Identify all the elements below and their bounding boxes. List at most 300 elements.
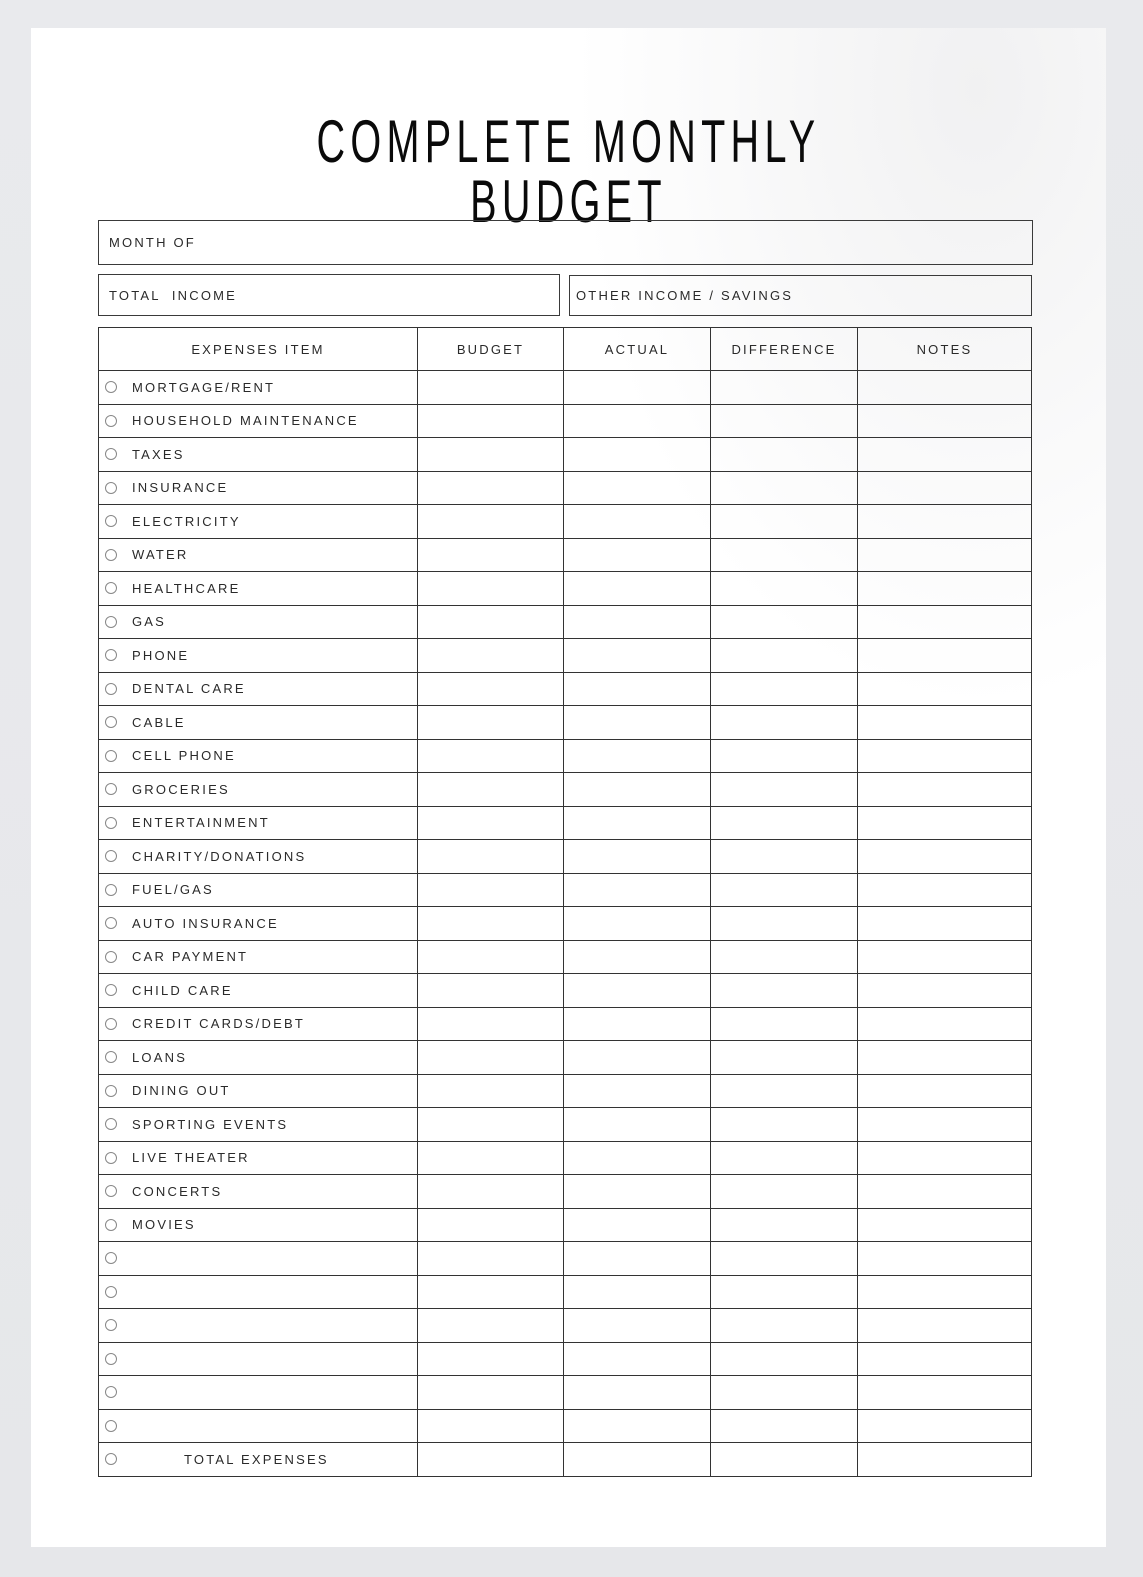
checkbox-circle-icon[interactable] xyxy=(105,1118,117,1130)
expense-item xyxy=(99,1343,417,1376)
difference-cell[interactable] xyxy=(711,1443,858,1477)
total-expenses-label: TOTAL EXPENSES xyxy=(184,1451,329,1467)
notes-cell[interactable] xyxy=(858,639,1032,673)
expense-item-label: GAS xyxy=(132,614,167,630)
expense-item-label: LOANS xyxy=(132,1049,188,1065)
expense-item-cell xyxy=(99,706,418,740)
actual-cell[interactable] xyxy=(564,404,711,438)
table-row xyxy=(99,1108,1032,1142)
header-actual: ACTUAL xyxy=(564,328,711,371)
notes-cell[interactable] xyxy=(858,572,1032,606)
expense-item-label: ENTERTAINMENT xyxy=(132,815,270,831)
budget-cell[interactable] xyxy=(418,806,564,840)
expense-item xyxy=(99,1108,417,1141)
budget-cell[interactable] xyxy=(418,1242,564,1276)
expense-item xyxy=(99,405,417,438)
actual-cell[interactable] xyxy=(564,1074,711,1108)
checkbox-circle-icon[interactable] xyxy=(105,1252,117,1264)
notes-cell[interactable] xyxy=(858,538,1032,572)
expense-item xyxy=(99,606,417,639)
difference-cell[interactable] xyxy=(711,1309,858,1343)
checkbox-circle-icon[interactable] xyxy=(105,549,117,561)
actual-cell[interactable] xyxy=(564,739,711,773)
notes-cell[interactable] xyxy=(858,1108,1032,1142)
budget-cell[interactable] xyxy=(418,438,564,472)
budget-cell[interactable] xyxy=(418,1175,564,1209)
checkbox-circle-icon[interactable] xyxy=(105,1018,117,1030)
expense-item-cell xyxy=(99,1041,418,1075)
checkbox-circle-icon[interactable] xyxy=(105,783,117,795)
expenses-table xyxy=(98,327,1032,1477)
expense-item xyxy=(99,1142,417,1175)
checkbox-circle-icon[interactable] xyxy=(105,448,117,460)
notes-cell[interactable] xyxy=(858,1074,1032,1108)
expense-item xyxy=(99,807,417,840)
difference-cell[interactable] xyxy=(711,471,858,505)
header-difference: DIFFERENCE xyxy=(711,328,858,371)
budget-cell[interactable] xyxy=(418,1141,564,1175)
budget-cell[interactable] xyxy=(418,404,564,438)
notes-cell[interactable] xyxy=(858,840,1032,874)
difference-cell[interactable] xyxy=(711,639,858,673)
difference-cell[interactable] xyxy=(711,404,858,438)
expense-item-label: CABLE xyxy=(132,714,186,730)
expense-item-cell xyxy=(99,404,418,438)
table-row xyxy=(99,1007,1032,1041)
difference-cell[interactable] xyxy=(711,371,858,405)
expense-item-cell xyxy=(99,1309,418,1343)
expense-item-cell xyxy=(99,1342,418,1376)
notes-cell[interactable] xyxy=(858,1208,1032,1242)
actual-cell[interactable] xyxy=(564,840,711,874)
difference-cell[interactable] xyxy=(711,840,858,874)
expense-item xyxy=(99,1376,417,1409)
checkbox-circle-icon[interactable] xyxy=(105,381,117,393)
checkbox-circle-icon[interactable] xyxy=(105,616,117,628)
budget-cell[interactable] xyxy=(418,907,564,941)
actual-cell[interactable] xyxy=(564,1242,711,1276)
checkbox-circle-icon[interactable] xyxy=(105,1185,117,1197)
budget-cell[interactable] xyxy=(418,840,564,874)
notes-cell[interactable] xyxy=(858,706,1032,740)
expense-item xyxy=(99,874,417,907)
checkbox-circle-icon[interactable] xyxy=(105,1085,117,1097)
budget-cell[interactable] xyxy=(418,672,564,706)
difference-cell[interactable] xyxy=(711,1141,858,1175)
notes-cell[interactable] xyxy=(858,940,1032,974)
table-row xyxy=(99,706,1032,740)
expense-item xyxy=(99,1410,417,1443)
expense-item-cell xyxy=(99,1208,418,1242)
notes-cell[interactable] xyxy=(858,1443,1032,1477)
actual-cell[interactable] xyxy=(564,1007,711,1041)
notes-cell[interactable] xyxy=(858,1175,1032,1209)
actual-cell[interactable] xyxy=(564,471,711,505)
expense-item-cell xyxy=(99,1242,418,1276)
checkbox-circle-icon[interactable] xyxy=(105,1353,117,1365)
expense-item xyxy=(99,1242,417,1275)
expense-item-label: ELECTRICITY xyxy=(132,513,241,529)
expense-item-label: MOVIES xyxy=(132,1217,196,1233)
actual-cell[interactable] xyxy=(564,873,711,907)
actual-cell[interactable] xyxy=(564,1376,711,1410)
difference-cell[interactable] xyxy=(711,672,858,706)
expense-item-cell xyxy=(99,471,418,505)
budget-cell[interactable] xyxy=(418,1376,564,1410)
actual-cell[interactable] xyxy=(564,371,711,405)
expense-item xyxy=(99,907,417,940)
actual-cell[interactable] xyxy=(564,1275,711,1309)
difference-cell[interactable] xyxy=(711,438,858,472)
difference-cell[interactable] xyxy=(711,1007,858,1041)
expense-item-cell xyxy=(99,907,418,941)
notes-cell[interactable] xyxy=(858,605,1032,639)
expense-item-cell xyxy=(99,605,418,639)
actual-cell[interactable] xyxy=(564,1175,711,1209)
difference-cell[interactable] xyxy=(711,1242,858,1276)
expense-item-cell xyxy=(99,940,418,974)
budget-cell[interactable] xyxy=(418,1041,564,1075)
budget-cell[interactable] xyxy=(418,974,564,1008)
month-of-field[interactable] xyxy=(98,220,1033,265)
table-row xyxy=(99,1175,1032,1209)
budget-cell[interactable] xyxy=(418,1275,564,1309)
budget-cell[interactable] xyxy=(418,639,564,673)
difference-cell[interactable] xyxy=(711,538,858,572)
table-row xyxy=(99,873,1032,907)
expense-item-label: GROCERIES xyxy=(132,781,230,797)
expense-item-cell xyxy=(99,1108,418,1142)
checkbox-circle-icon[interactable] xyxy=(105,750,117,762)
checkbox-circle-icon[interactable] xyxy=(105,951,117,963)
notes-cell[interactable] xyxy=(858,1242,1032,1276)
table-row xyxy=(99,538,1032,572)
header-budget: BUDGET xyxy=(418,328,564,371)
notes-cell[interactable] xyxy=(858,907,1032,941)
table-row xyxy=(99,1275,1032,1309)
table-row xyxy=(99,605,1032,639)
expense-item-label: PHONE xyxy=(132,647,190,663)
expense-item-label: TAXES xyxy=(132,446,185,462)
checkbox-circle-icon[interactable] xyxy=(105,1051,117,1063)
expense-item-label: DINING OUT xyxy=(132,1083,231,1099)
budget-cell[interactable] xyxy=(418,1108,564,1142)
expense-item xyxy=(99,438,417,471)
budget-cell[interactable] xyxy=(418,1342,564,1376)
total-income-field[interactable] xyxy=(98,274,560,316)
budget-cell[interactable] xyxy=(418,739,564,773)
table-row xyxy=(99,438,1032,472)
notes-cell[interactable] xyxy=(858,1141,1032,1175)
checkbox-circle-icon[interactable] xyxy=(105,1386,117,1398)
expense-item-label: CELL PHONE xyxy=(132,748,236,764)
table-row xyxy=(99,1376,1032,1410)
expense-item-cell xyxy=(99,1275,418,1309)
table-row xyxy=(99,505,1032,539)
header-expenses-item: EXPENSES ITEM xyxy=(99,328,418,371)
notes-cell[interactable] xyxy=(858,1309,1032,1343)
expense-item xyxy=(99,773,417,806)
difference-cell[interactable] xyxy=(711,940,858,974)
total-income-label: TOTAL INCOME xyxy=(109,287,238,303)
budget-cell[interactable] xyxy=(418,505,564,539)
expense-item-cell xyxy=(99,572,418,606)
budget-cell[interactable] xyxy=(418,1074,564,1108)
table-row xyxy=(99,639,1032,673)
table-row xyxy=(99,974,1032,1008)
expense-item-cell xyxy=(99,371,418,405)
checkbox-circle-icon[interactable] xyxy=(105,1152,117,1164)
difference-cell[interactable] xyxy=(711,1208,858,1242)
total-expenses-cell xyxy=(99,1443,418,1477)
actual-cell[interactable] xyxy=(564,1141,711,1175)
budget-cell[interactable] xyxy=(418,940,564,974)
expense-item xyxy=(99,371,417,404)
difference-cell[interactable] xyxy=(711,1342,858,1376)
actual-cell[interactable] xyxy=(564,907,711,941)
expense-item-cell xyxy=(99,672,418,706)
table-row xyxy=(99,672,1032,706)
difference-cell[interactable] xyxy=(711,1376,858,1410)
notes-cell[interactable] xyxy=(858,1376,1032,1410)
notes-cell[interactable] xyxy=(858,1342,1032,1376)
notes-cell[interactable] xyxy=(858,773,1032,807)
actual-cell[interactable] xyxy=(564,773,711,807)
table-row xyxy=(99,404,1032,438)
expense-item-cell xyxy=(99,505,418,539)
expense-item-cell xyxy=(99,1175,418,1209)
expense-item-label: INSURANCE xyxy=(132,480,229,496)
budget-cell[interactable] xyxy=(418,605,564,639)
table-row xyxy=(99,371,1032,405)
table-row xyxy=(99,773,1032,807)
expense-item-cell xyxy=(99,739,418,773)
expense-item-label: FUEL/GAS xyxy=(132,882,214,898)
actual-cell[interactable] xyxy=(564,1041,711,1075)
expense-item-cell xyxy=(99,639,418,673)
notes-cell[interactable] xyxy=(858,1275,1032,1309)
expense-item xyxy=(99,840,417,873)
table-row xyxy=(99,940,1032,974)
actual-cell[interactable] xyxy=(564,572,711,606)
table-header-row xyxy=(99,328,1032,371)
actual-cell[interactable] xyxy=(564,706,711,740)
month-of-label: MONTH OF xyxy=(109,235,196,250)
notes-cell[interactable] xyxy=(858,806,1032,840)
budget-cell[interactable] xyxy=(418,1007,564,1041)
expense-item-label: CREDIT CARDS/DEBT xyxy=(132,1016,305,1032)
budget-cell[interactable] xyxy=(418,538,564,572)
table-row xyxy=(99,1141,1032,1175)
checkbox-circle-icon[interactable] xyxy=(105,482,117,494)
table-row xyxy=(99,907,1032,941)
budget-cell[interactable] xyxy=(418,873,564,907)
expense-item xyxy=(99,1309,417,1342)
actual-cell[interactable] xyxy=(564,940,711,974)
expense-item xyxy=(99,673,417,706)
checkbox-circle-icon[interactable] xyxy=(105,716,117,728)
expense-item-label: DENTAL CARE xyxy=(132,681,246,697)
difference-cell[interactable] xyxy=(711,1108,858,1142)
difference-cell[interactable] xyxy=(711,873,858,907)
notes-cell[interactable] xyxy=(858,1041,1032,1075)
expense-item-cell xyxy=(99,1074,418,1108)
expense-item xyxy=(99,1008,417,1041)
checkbox-circle-icon[interactable] xyxy=(105,984,117,996)
notes-cell[interactable] xyxy=(858,438,1032,472)
expense-item xyxy=(99,505,417,538)
budget-cell[interactable] xyxy=(418,1309,564,1343)
actual-cell[interactable] xyxy=(564,639,711,673)
actual-cell[interactable] xyxy=(564,1108,711,1142)
difference-cell[interactable] xyxy=(711,974,858,1008)
table-row xyxy=(99,1208,1032,1242)
difference-cell[interactable] xyxy=(711,739,858,773)
page-title: COMPLETE MONTHLY BUDGET xyxy=(316,108,821,235)
difference-cell[interactable] xyxy=(711,572,858,606)
difference-cell[interactable] xyxy=(711,806,858,840)
table-row xyxy=(99,1074,1032,1108)
other-income-field[interactable] xyxy=(569,275,1032,316)
header-notes: NOTES xyxy=(858,328,1032,371)
notes-cell[interactable] xyxy=(858,471,1032,505)
expense-item-cell xyxy=(99,1376,418,1410)
actual-cell[interactable] xyxy=(564,538,711,572)
budget-cell[interactable] xyxy=(418,1208,564,1242)
expense-item-label: CHARITY/DONATIONS xyxy=(132,848,307,864)
checkbox-circle-icon[interactable] xyxy=(105,649,117,661)
expense-item-cell xyxy=(99,974,418,1008)
budget-cell[interactable] xyxy=(418,773,564,807)
expense-item-cell xyxy=(99,806,418,840)
expense-item-label: LIVE THEATER xyxy=(132,1150,250,1166)
table-row xyxy=(99,1342,1032,1376)
checkbox-circle-icon[interactable] xyxy=(105,917,117,929)
actual-cell[interactable] xyxy=(564,1208,711,1242)
notes-cell[interactable] xyxy=(858,1409,1032,1443)
checkbox-circle-icon[interactable] xyxy=(105,817,117,829)
expense-item xyxy=(99,639,417,672)
expense-item xyxy=(99,706,417,739)
expense-item-label: SPORTING EVENTS xyxy=(132,1116,289,1132)
difference-cell[interactable] xyxy=(711,1409,858,1443)
difference-cell[interactable] xyxy=(711,1041,858,1075)
expense-item-label: AUTO INSURANCE xyxy=(132,915,279,931)
actual-cell[interactable] xyxy=(564,806,711,840)
expense-item-cell xyxy=(99,438,418,472)
checkbox-circle-icon[interactable] xyxy=(105,850,117,862)
difference-cell[interactable] xyxy=(711,706,858,740)
expense-item-cell xyxy=(99,1409,418,1443)
actual-cell[interactable] xyxy=(564,1443,711,1477)
expense-item xyxy=(99,941,417,974)
expense-item xyxy=(99,1075,417,1108)
checkbox-circle-icon[interactable] xyxy=(105,415,117,427)
table-row xyxy=(99,1041,1032,1075)
expense-item xyxy=(99,974,417,1007)
expense-item xyxy=(99,1209,417,1242)
notes-cell[interactable] xyxy=(858,1007,1032,1041)
notes-cell[interactable] xyxy=(858,404,1032,438)
expense-item xyxy=(99,539,417,572)
budget-cell[interactable] xyxy=(418,572,564,606)
budget-cell[interactable] xyxy=(418,1443,564,1477)
checkbox-circle-icon[interactable] xyxy=(105,683,117,695)
expense-item-label: CONCERTS xyxy=(132,1183,223,1199)
actual-cell[interactable] xyxy=(564,605,711,639)
budget-cell[interactable] xyxy=(418,371,564,405)
table-row xyxy=(99,572,1032,606)
expense-item-cell xyxy=(99,1007,418,1041)
total-expenses-row xyxy=(99,1443,1032,1477)
actual-cell[interactable] xyxy=(564,1309,711,1343)
difference-cell[interactable] xyxy=(711,773,858,807)
table-row xyxy=(99,840,1032,874)
difference-cell[interactable] xyxy=(711,907,858,941)
expense-item xyxy=(99,572,417,605)
checkbox-circle-icon[interactable] xyxy=(105,1286,117,1298)
budget-cell[interactable] xyxy=(418,1409,564,1443)
actual-cell[interactable] xyxy=(564,974,711,1008)
checkbox-circle-icon[interactable] xyxy=(105,884,117,896)
other-income-label: OTHER INCOME / SAVINGS xyxy=(576,288,794,303)
table-row xyxy=(99,1309,1032,1343)
checkbox-circle-icon[interactable] xyxy=(105,1219,117,1231)
table-row xyxy=(99,739,1032,773)
notes-cell[interactable] xyxy=(858,371,1032,405)
table-row xyxy=(99,1409,1032,1443)
budget-page xyxy=(31,28,1106,1547)
budget-cell[interactable] xyxy=(418,471,564,505)
expense-item-label: CHILD CARE xyxy=(132,982,233,998)
expense-item xyxy=(99,1175,417,1208)
expense-item xyxy=(99,740,417,773)
table-row xyxy=(99,471,1032,505)
expense-item-label: HOUSEHOLD MAINTENANCE xyxy=(132,413,359,429)
expense-item-cell xyxy=(99,773,418,807)
actual-cell[interactable] xyxy=(564,1409,711,1443)
expense-item-cell xyxy=(99,1141,418,1175)
expense-item-label: MORTGAGE/RENT xyxy=(132,379,276,395)
expense-item-cell xyxy=(99,840,418,874)
budget-cell[interactable] xyxy=(418,706,564,740)
difference-cell[interactable] xyxy=(711,505,858,539)
actual-cell[interactable] xyxy=(564,438,711,472)
expense-item-cell xyxy=(99,873,418,907)
difference-cell[interactable] xyxy=(711,1074,858,1108)
difference-cell[interactable] xyxy=(711,1275,858,1309)
actual-cell[interactable] xyxy=(564,505,711,539)
checkbox-circle-icon[interactable] xyxy=(105,515,117,527)
actual-cell[interactable] xyxy=(564,672,711,706)
checkbox-circle-icon[interactable] xyxy=(105,1319,117,1331)
table-row xyxy=(99,806,1032,840)
notes-cell[interactable] xyxy=(858,974,1032,1008)
table-row xyxy=(99,1242,1032,1276)
notes-cell[interactable] xyxy=(858,873,1032,907)
notes-cell[interactable] xyxy=(858,672,1032,706)
total-expenses-item xyxy=(99,1443,417,1476)
notes-cell[interactable] xyxy=(858,739,1032,773)
notes-cell[interactable] xyxy=(858,505,1032,539)
checkbox-circle-icon[interactable] xyxy=(105,1420,117,1432)
difference-cell[interactable] xyxy=(711,1175,858,1209)
checkbox-circle-icon[interactable] xyxy=(105,1453,117,1465)
difference-cell[interactable] xyxy=(711,605,858,639)
expense-item xyxy=(99,472,417,505)
checkbox-circle-icon[interactable] xyxy=(105,582,117,594)
actual-cell[interactable] xyxy=(564,1342,711,1376)
